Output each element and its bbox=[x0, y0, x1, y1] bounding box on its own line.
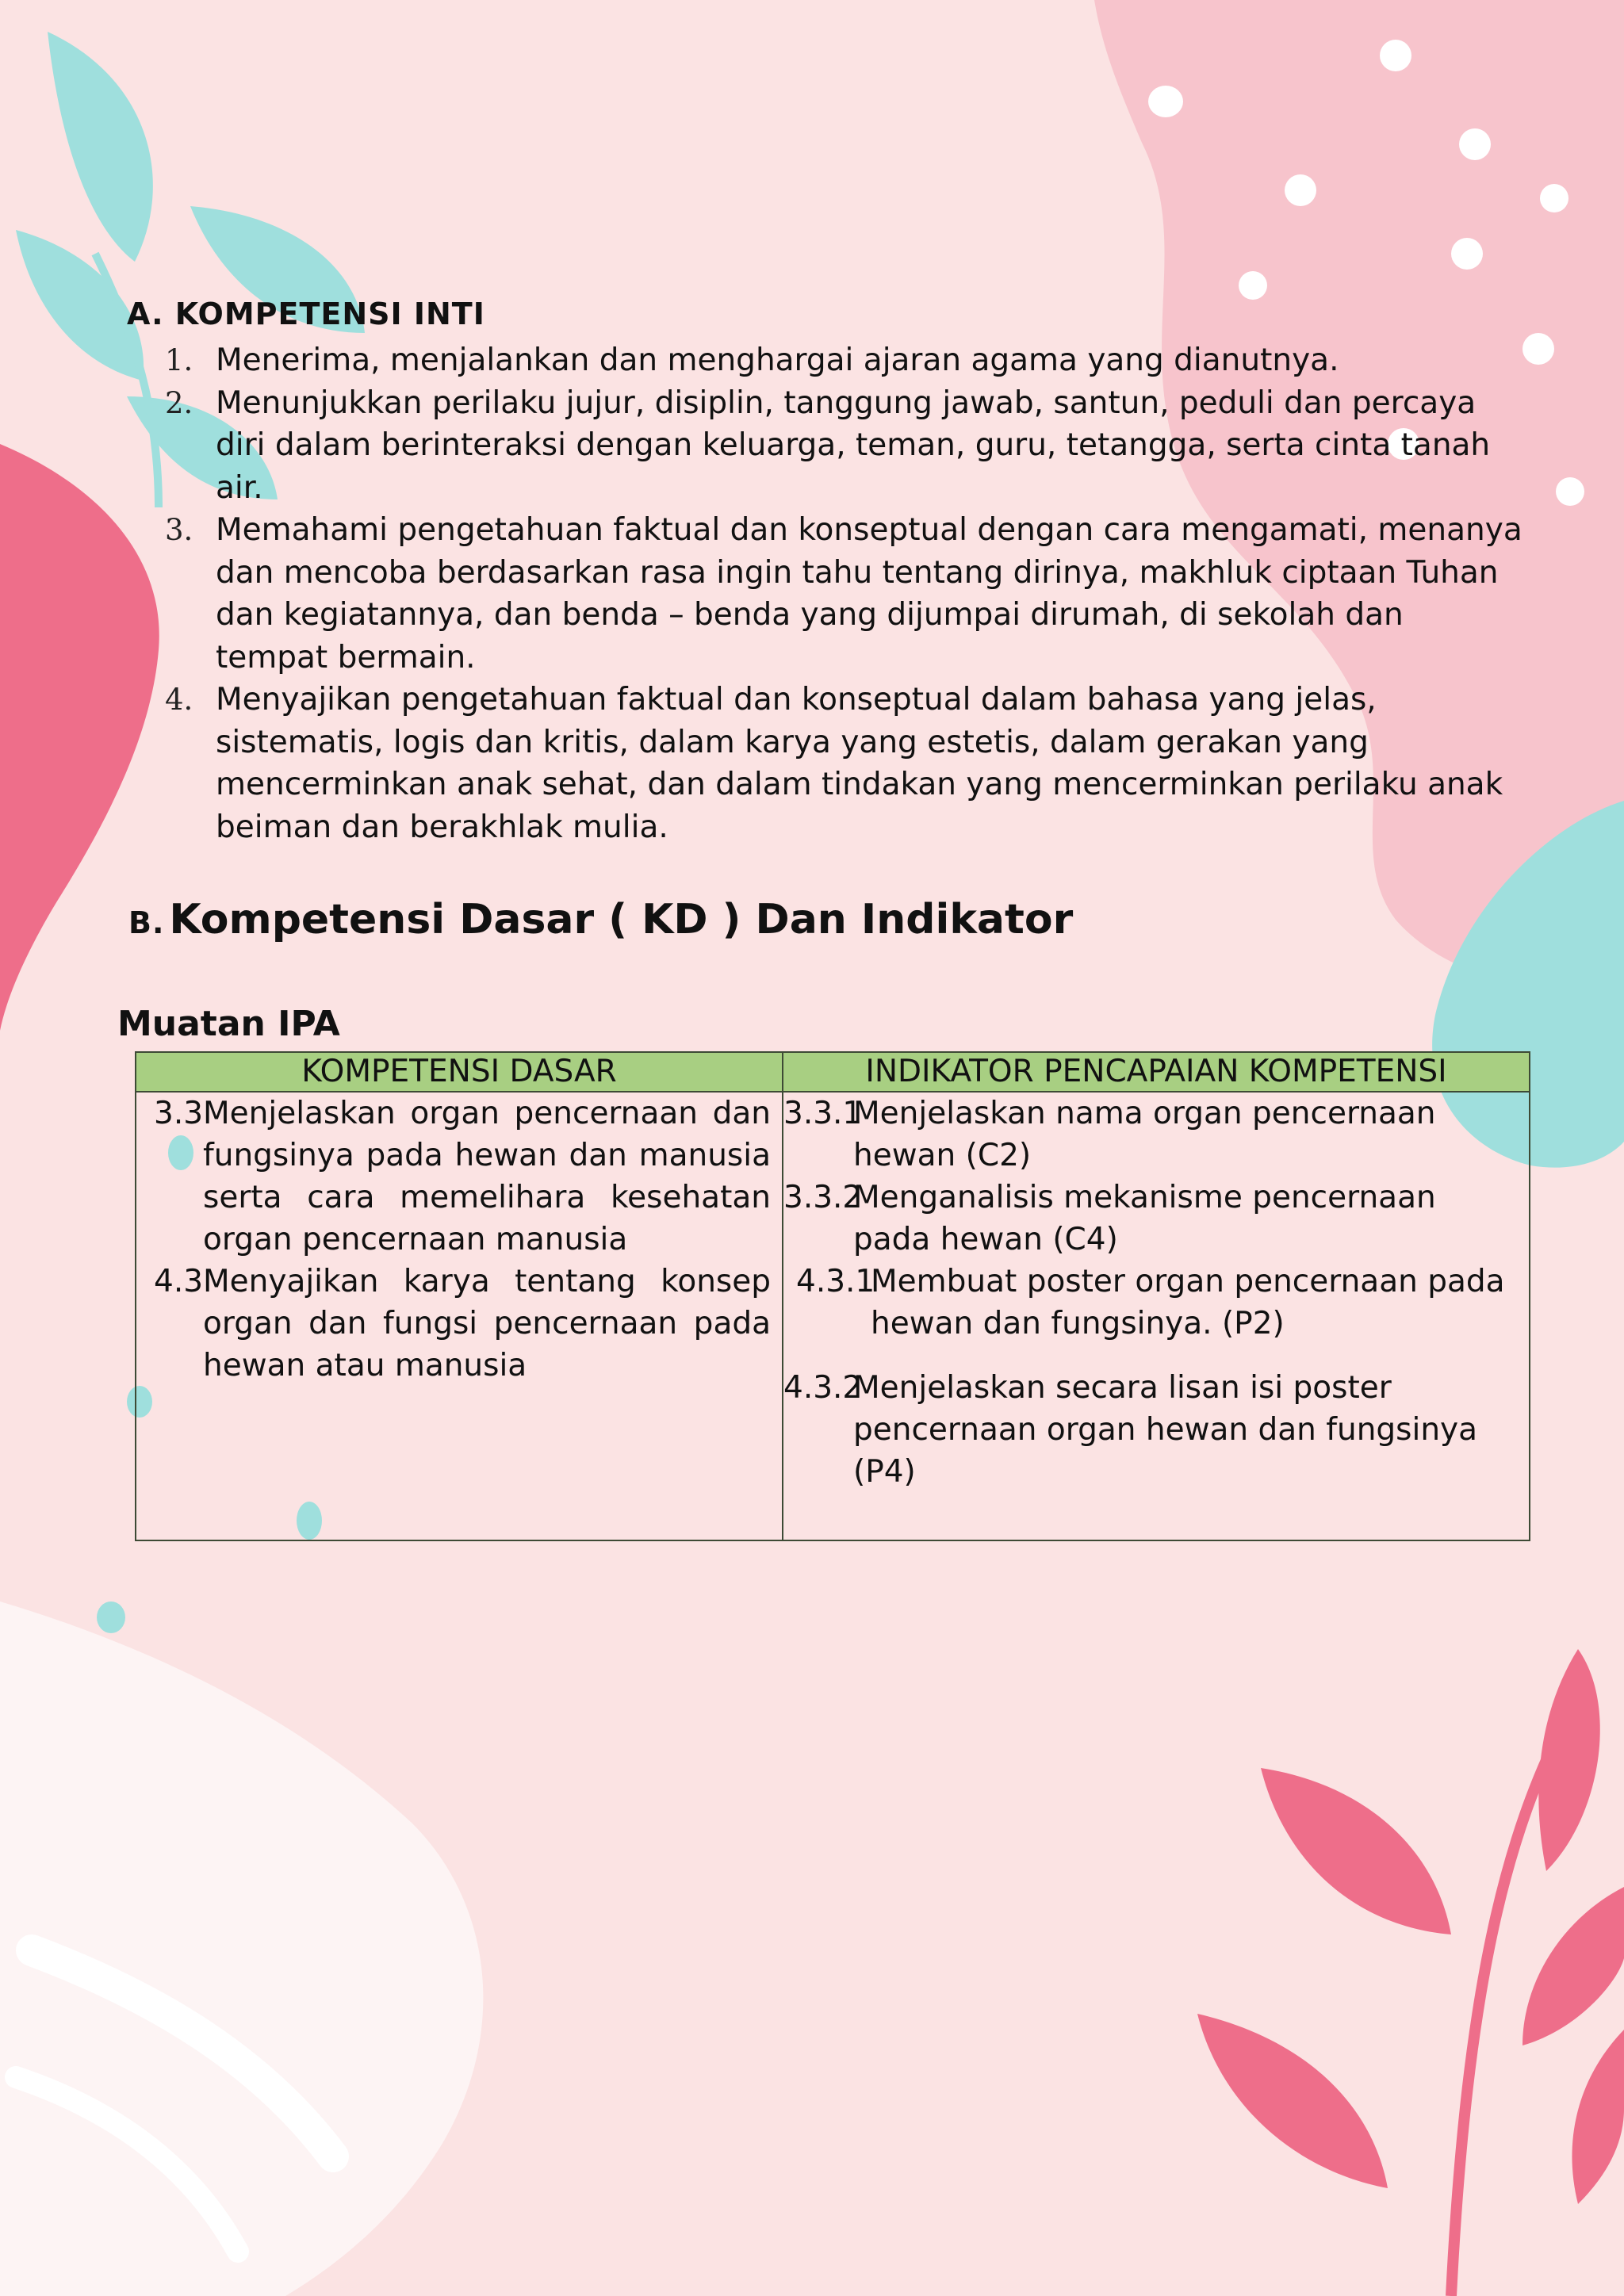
kd-cell bbox=[136, 1092, 783, 1540]
muatan-heading: Muatan IPA bbox=[117, 1004, 340, 1044]
kd-number: 3.3 bbox=[154, 1096, 204, 1131]
indikator-text: Membuat poster organ pencernaan pada hewan dan fungsinya. (P2) bbox=[871, 1264, 1505, 1341]
list-number: 4. bbox=[165, 683, 193, 717]
section-b-title bbox=[128, 896, 1073, 943]
list-number: 1. bbox=[165, 343, 193, 377]
kompetensi-inti-list bbox=[159, 339, 1522, 848]
indikator-item bbox=[783, 1177, 1519, 1261]
kd-text: Menjelaskan organ pencernaan dan fungsinya pada hewan dan manusia serta cara memelihara kesehatan organ pencernaan manusia bbox=[203, 1096, 771, 1257]
kd-item bbox=[154, 1261, 771, 1387]
list-item bbox=[159, 679, 1522, 848]
list-text: Menerima, menjalankan dan menghargai ajaran agama yang dianutnya. bbox=[216, 342, 1339, 378]
list-text: Memahami pengetahuan faktual dan konseptual dengan cara mengamati, menanya dan mencoba berdasarkan rasa ingin tahu tentang dirinya, makhluk ciptaan Tuhan dan kegiatannya, dan benda – benda yang dijumpai dirumah, di sekolah dan tempat bermain. bbox=[216, 512, 1522, 675]
table-row bbox=[136, 1092, 1530, 1540]
list-text: Menunjukkan perilaku jujur, disiplin, tanggung jawab, santun, peduli dan percaya diri dalam berinteraksi dengan keluarga, teman, guru, tetangga, serta cinta tanah air. bbox=[216, 385, 1491, 506]
kd-text: Menyajikan karya tentang konsep organ dan fungsi pencernaan pada hewan atau manusia bbox=[203, 1264, 771, 1383]
section-a-title: A. KOMPETENSI INTI bbox=[127, 297, 485, 331]
header-kompetensi-dasar: KOMPETENSI DASAR bbox=[136, 1052, 783, 1092]
section-b-letter: B. bbox=[128, 905, 165, 940]
list-item bbox=[159, 382, 1522, 510]
indikator-number: 3.3.2 bbox=[783, 1180, 863, 1215]
list-number: 3. bbox=[165, 513, 193, 547]
indikator-text: Menganalisis mekanisme pencernaan pada hewan (C4) bbox=[853, 1180, 1436, 1257]
indikator-text: Menjelaskan nama organ pencernaan hewan (C2) bbox=[853, 1096, 1436, 1173]
list-number: 2. bbox=[165, 385, 193, 420]
table-header-row bbox=[136, 1052, 1530, 1092]
indikator-item bbox=[783, 1261, 1519, 1345]
indikator-number: 4.3.2 bbox=[783, 1370, 863, 1406]
indikator-number: 3.3.1 bbox=[783, 1096, 863, 1131]
section-b-heading: Kompetensi Dasar ( KD ) Dan Indikator bbox=[169, 896, 1074, 943]
list-text: Menyajikan pengetahuan faktual dan konseptual dalam bahasa yang jelas, sistematis, logis dan kritis, dalam karya yang estetis, dalam gerakan yang mencerminkan anak sehat, dan dalam tindakan yang mencerminkan perilaku anak beiman dan berakhlak mulia. bbox=[216, 682, 1503, 845]
list-item bbox=[159, 339, 1522, 382]
kd-table bbox=[135, 1051, 1530, 1541]
indikator-cell bbox=[783, 1092, 1530, 1540]
header-indikator: INDIKATOR PENCAPAIAN KOMPETENSI bbox=[783, 1052, 1530, 1092]
kd-number: 4.3 bbox=[154, 1264, 204, 1299]
list-item bbox=[159, 509, 1522, 679]
indikator-item bbox=[783, 1093, 1519, 1177]
indikator-item bbox=[783, 1367, 1519, 1493]
kd-item bbox=[154, 1093, 771, 1261]
indikator-text: Menjelaskan secara lisan isi poster pencernaan organ hewan dan fungsinya (P4) bbox=[853, 1370, 1478, 1490]
indikator-number: 4.3.1 bbox=[796, 1264, 875, 1299]
